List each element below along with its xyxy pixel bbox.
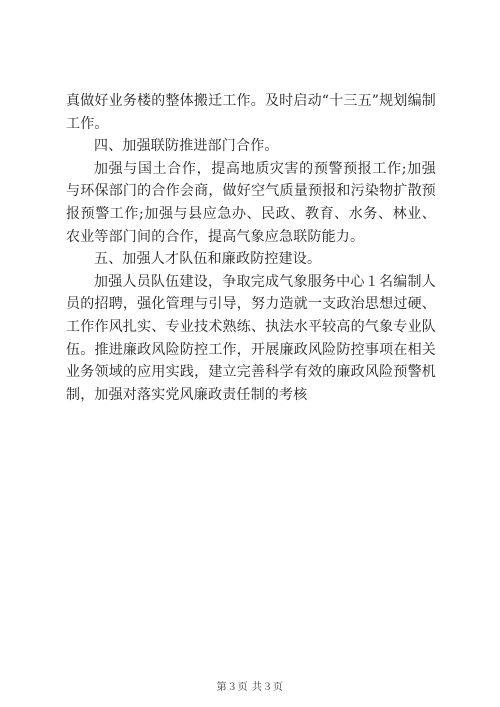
paragraph-continuation: 真做好业务楼的整体搬迁工作。及时启动“十三五”规划编制工作。 [66, 93, 436, 132]
page-number-footer: 第３页 共３页 [216, 682, 284, 693]
section-heading-4: 四、加强联防推进部门合作。 [94, 138, 279, 155]
paragraph-personnel: 加强人员队伍建设，争取完成气象服务中心１名编制人员的招聘，强化管理与引导，努力造就一支政治思想过硬、工作作风扎实、专业技术熟练、执法水平较高的气象专业队伍。推进廉政风险防控工作，开展廉政风险防控事项在相关业务领域的应用实践，建立完善科学有效的廉政风险预警机制，加强对落实党风廉政责任制的考核 [66, 273, 436, 403]
section-heading-5: 五、加强人才队伍和廉政防控建设。 [94, 251, 322, 268]
document-body [66, 90, 436, 406]
paragraph-cooperation: 加强与国土合作，提高地质灾害的预警预报工作;加强与环保部门的合作会商，做好空气质量预报和污染物扩散预报预警工作;加强与县应急办、民政、教育、水务、林业、农业等部门间的合作，提高气象应急联防能力。 [66, 160, 436, 245]
